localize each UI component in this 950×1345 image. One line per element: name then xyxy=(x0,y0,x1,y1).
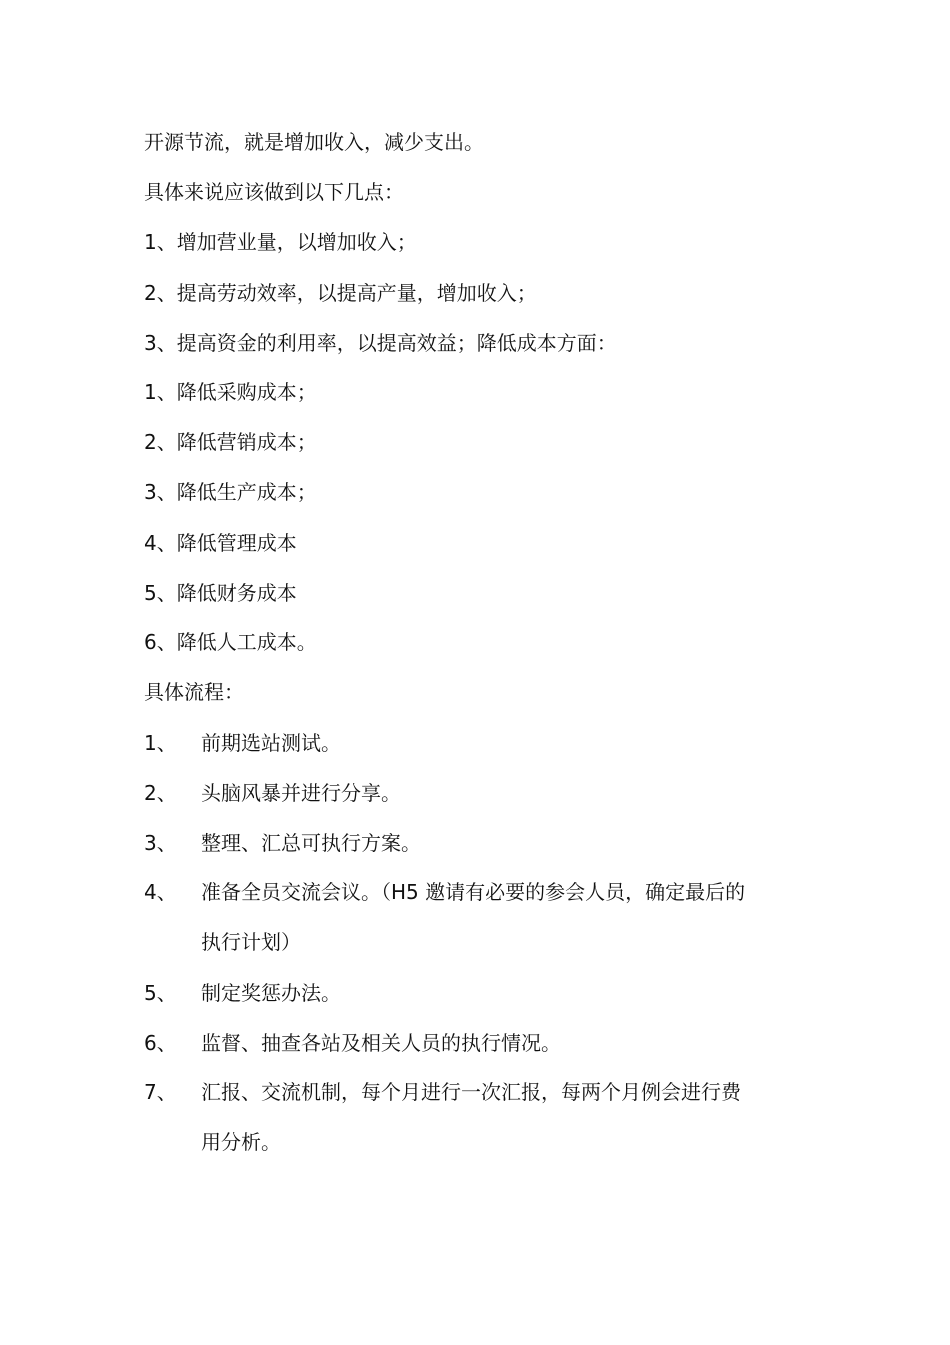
step-number: 7、 xyxy=(144,1080,177,1104)
step-number: 4、 xyxy=(144,880,177,904)
cost-item: 2、降低营销成本； xyxy=(144,430,317,454)
cost-item: 1、降低采购成本； xyxy=(144,380,317,404)
step-number: 5、 xyxy=(144,981,177,1005)
process-step xyxy=(144,1079,741,1105)
cost-item: 3、降低生产成本； xyxy=(144,480,317,504)
step-text: 汇报、交流机制，每个月进行一次汇报，每两个月例会进行费 xyxy=(201,1080,741,1104)
process-step xyxy=(144,1030,561,1056)
process-step xyxy=(144,730,341,756)
step-text: 制定奖惩办法。 xyxy=(201,981,341,1005)
step-text: 前期选站测试。 xyxy=(201,731,341,755)
step-text-continuation: 用分析。 xyxy=(201,1130,281,1154)
step-number: 3、 xyxy=(144,831,177,855)
step-text-continuation: 执行计划） xyxy=(201,930,301,954)
cost-item: 4、降低管理成本 xyxy=(144,531,297,555)
cost-item: 6、降低人工成本。 xyxy=(144,630,317,654)
increase-item: 2、提高劳动效率，以提高产量，增加收入； xyxy=(144,281,537,305)
step-text: 准备全员交流会议。（H5 邀请有必要的参会人员，确定最后的 xyxy=(201,880,746,904)
increase-item: 3、提高资金的利用率，以提高效益；降低成本方面： xyxy=(144,331,617,355)
increase-item: 1、增加营业量，以增加收入； xyxy=(144,230,417,254)
step-number: 6、 xyxy=(144,1031,177,1055)
step-number: 1、 xyxy=(144,731,177,755)
step-text: 监督、抽查各站及相关人员的执行情况。 xyxy=(201,1031,561,1055)
process-step xyxy=(144,780,401,806)
step-text: 整理、汇总可执行方案。 xyxy=(201,831,421,855)
step-text: 头脑风暴并进行分享。 xyxy=(201,781,401,805)
process-step xyxy=(144,830,421,856)
process-step xyxy=(144,879,745,905)
process-heading: 具体流程： xyxy=(144,680,244,704)
cost-item: 5、降低财务成本 xyxy=(144,581,297,605)
intro-line: 具体来说应该做到以下几点： xyxy=(144,180,404,204)
intro-line: 开源节流，就是增加收入，减少支出。 xyxy=(144,130,484,154)
process-step xyxy=(144,980,341,1006)
step-number: 2、 xyxy=(144,781,177,805)
